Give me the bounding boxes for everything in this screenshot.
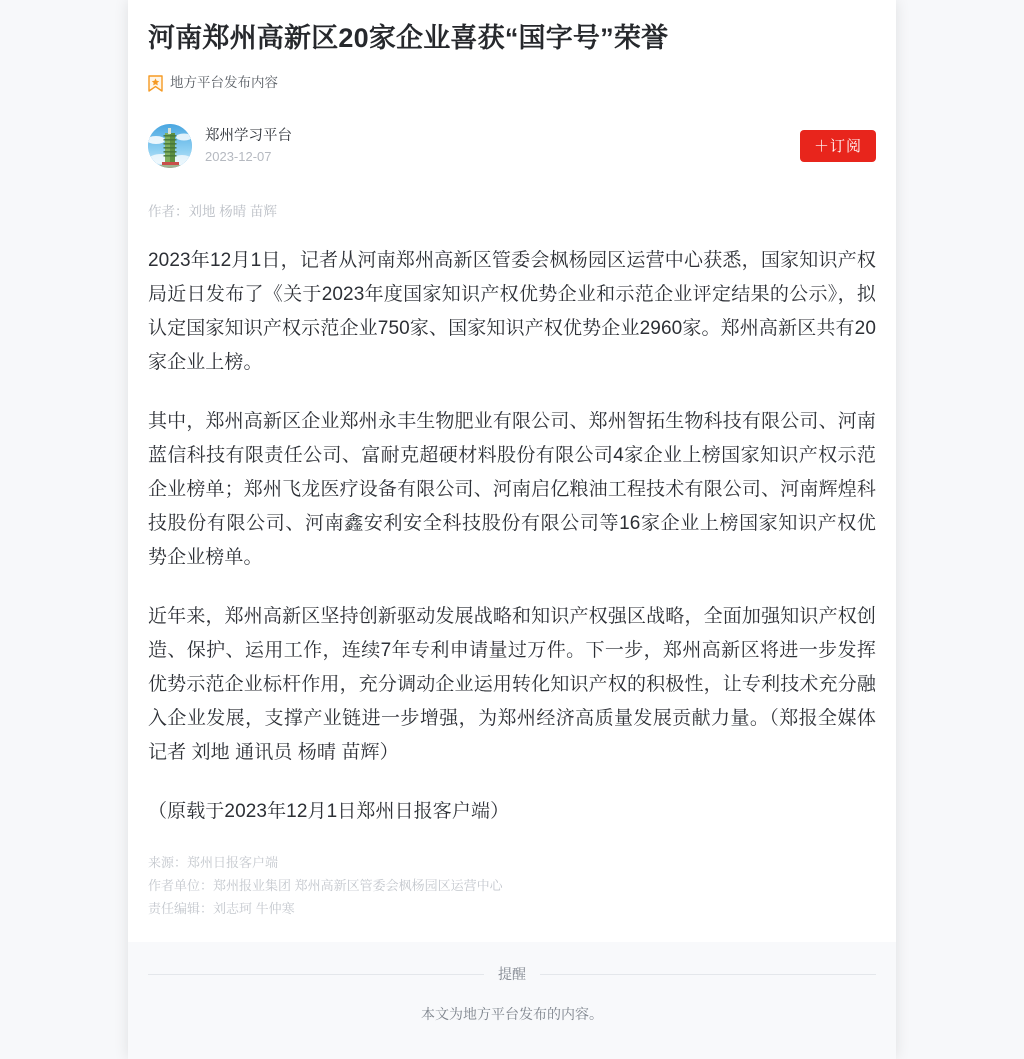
publisher-row <box>148 123 876 169</box>
publisher-info <box>205 126 800 166</box>
article-paragraph: （原载于2023年12月1日郑州日报客户端） <box>148 801 510 822</box>
notice-section <box>128 942 896 1059</box>
platform-badge <box>148 74 876 92</box>
page-title: 河南郑州高新区20家企业喜获“国字号”荣誉 <box>148 23 669 53</box>
byline: 作者：刘地 杨晴 苗辉 <box>148 204 278 219</box>
article-card-inner <box>128 0 896 1059</box>
notice-header <box>148 964 876 984</box>
source-metadata <box>148 851 876 920</box>
publish-date: 2023-12-07 <box>205 149 272 164</box>
author-unit-line: 作者单位：郑州报业集团 郑州高新区管委会枫杨园区运营中心 <box>148 878 503 893</box>
bookmark-star-icon <box>148 75 163 92</box>
article-body <box>148 244 876 829</box>
notice-divider-left <box>148 974 484 975</box>
pagoda-tower-avatar[interactable] <box>148 124 192 168</box>
notice-divider-right <box>540 974 876 975</box>
notice-title: 提醒 <box>498 966 526 982</box>
subscribe-button[interactable]: ＋订阅 <box>800 130 876 162</box>
article-paragraph: 2023年12月1日，记者从河南郑州高新区管委会枫杨园区运营中心获悉，国家知识产权局近日发布了《关于2023年度国家知识产权优势企业和示范企业评定结果的公示》，拟认定国家知识产权示范企业750家、国家知识产权优势企业2960家。郑州高新区共有20家企业上榜。 <box>148 250 876 373</box>
source-line: 来源：郑州日报客户端 <box>148 855 279 870</box>
article-paragraph: 近年来，郑州高新区坚持创新驱动发展战略和知识产权强区战略，全面加强知识产权创造、保护、运用工作，连续7年专利申请量过万件。下一步，郑州高新区将进一步发挥优势示范企业标杆作用，充分调动企业运用转化知识产权的积极性，让专利技术充分融入企业发展，支撑产业链进一步增强，为郑州经济高质量发展贡献力量。（郑报全媒体记者 刘地 通讯员 杨晴 苗辉） <box>148 606 876 763</box>
publisher-name[interactable]: 郑州学习平台 <box>205 128 292 144</box>
article-card <box>128 0 896 1059</box>
editor-line: 责任编辑：刘志珂 牛仲寒 <box>148 901 295 916</box>
platform-badge-label: 地方平台发布内容 <box>170 75 278 90</box>
article-paragraph: 其中，郑州高新区企业郑州永丰生物肥业有限公司、郑州智拓生物科技有限公司、河南蓝信科技有限责任公司、富耐克超硬材料股份有限公司4家企业上榜国家知识产权示范企业榜单；郑州飞龙医疗设备有限公司、河南启亿粮油工程技术有限公司、河南辉煌科技股份有限公司、河南鑫安利安全科技股份有限公司等16家企业上榜国家知识产权优势企业榜单。 <box>148 411 876 568</box>
notice-body: 本文为地方平台发布的内容。 <box>421 1006 603 1022</box>
